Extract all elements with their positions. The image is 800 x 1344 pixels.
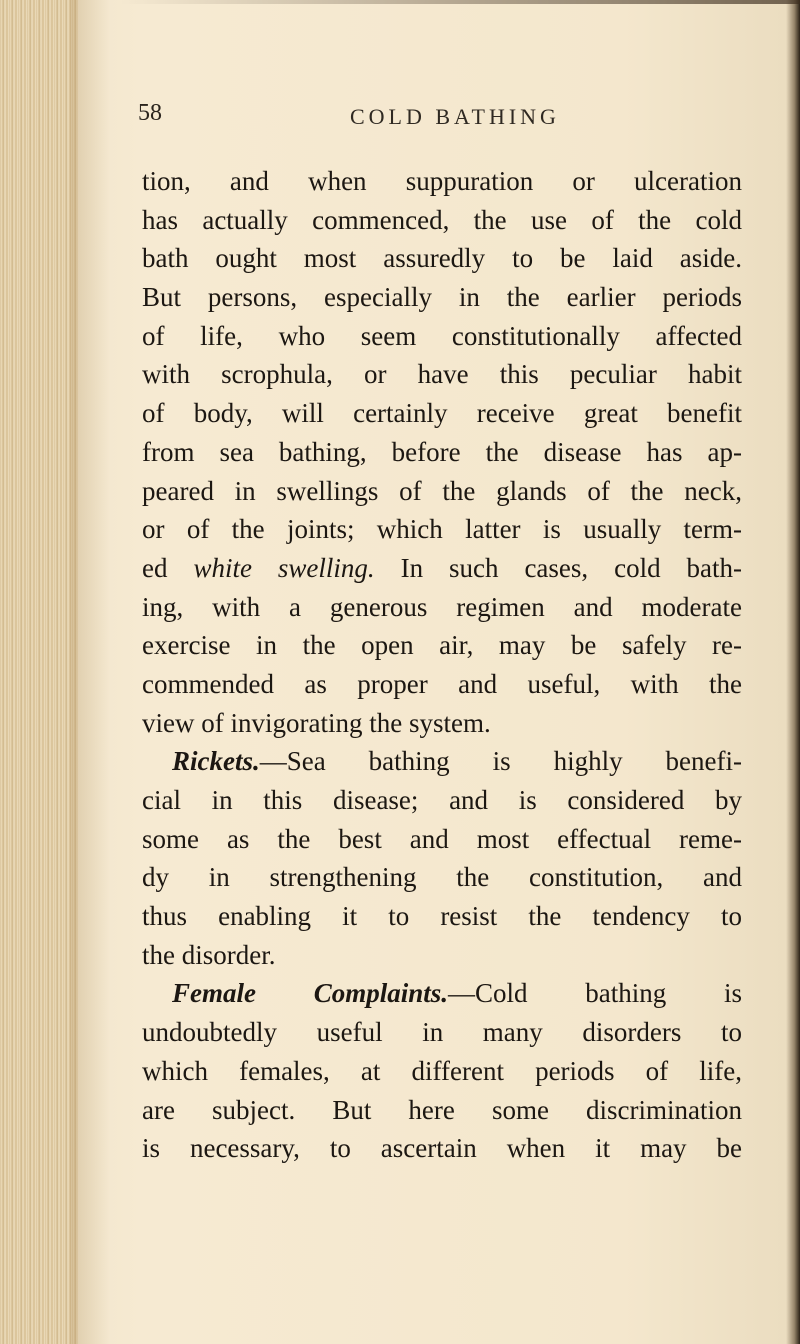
text-line: from sea bathing, before the disease has ap- [142, 436, 742, 467]
text-line: which females, at different periods of life, [142, 1055, 742, 1086]
text-line: of body, will certainly receive great benefit [142, 398, 742, 429]
text-line: view of invigorating the system. [142, 707, 491, 738]
text-line: with scrophula, or have this peculiar habit [142, 359, 742, 390]
text-line: exercise in the open air, may be safely re- [142, 630, 742, 661]
text-line: peared in swellings of the glands of the neck, [142, 475, 742, 506]
page-header [138, 100, 738, 140]
text-line [142, 742, 742, 781]
text-line: ing, with a generous regimen and moderate [142, 591, 742, 622]
text-fragment: —Sea bathing is highly benefi- [259, 746, 742, 777]
text-fragment: ed [142, 552, 194, 583]
text-line: undoubtedly useful in many disorders to [142, 1017, 742, 1048]
page-gutter [0, 0, 78, 1344]
section-heading-rickets: Rickets. [172, 746, 260, 777]
text-line: thus enabling it to resist the tendency to [142, 901, 742, 932]
text-line: of life, who seem constitutionally affected [142, 320, 742, 351]
text-line: are subject. But here some discrimination [142, 1094, 742, 1125]
text-line: dy in strengthening the constitution, and [142, 862, 742, 893]
text-line [142, 974, 742, 1013]
text-line: some as the best and most effectual reme- [142, 823, 742, 854]
text-line: commended as proper and useful, with the [142, 668, 742, 699]
text-fragment: In such cases, cold bath- [374, 552, 743, 583]
text-line: or of the joints; which latter is usually term- [142, 514, 742, 545]
running-head: COLD BATHING [350, 104, 560, 129]
text-line: has actually commenced, the use of the cold [142, 204, 742, 235]
text-line: tion, and when suppuration or ulceration [142, 166, 742, 196]
text-fragment: —Cold bathing is [448, 978, 742, 1009]
gutter-shadow [70, 0, 110, 1344]
text-line: is necessary, to ascertain when it may be [142, 1133, 742, 1164]
page-number: 58 [138, 100, 162, 126]
text-line [142, 549, 742, 588]
text-line: cial in this disease; and is considered by [142, 785, 742, 815]
italic-term: white swelling. [193, 552, 375, 583]
page-top-edge [120, 0, 800, 4]
body-text [142, 162, 742, 1168]
text-line: But persons, especially in the earlier periods [142, 282, 742, 313]
section-heading-female-complaints: Female Complaints. [172, 978, 449, 1009]
text-line: bath ought most assuredly to be laid aside. [142, 243, 742, 274]
text-line: the disorder. [142, 939, 276, 970]
page-right-edge [786, 0, 800, 1344]
